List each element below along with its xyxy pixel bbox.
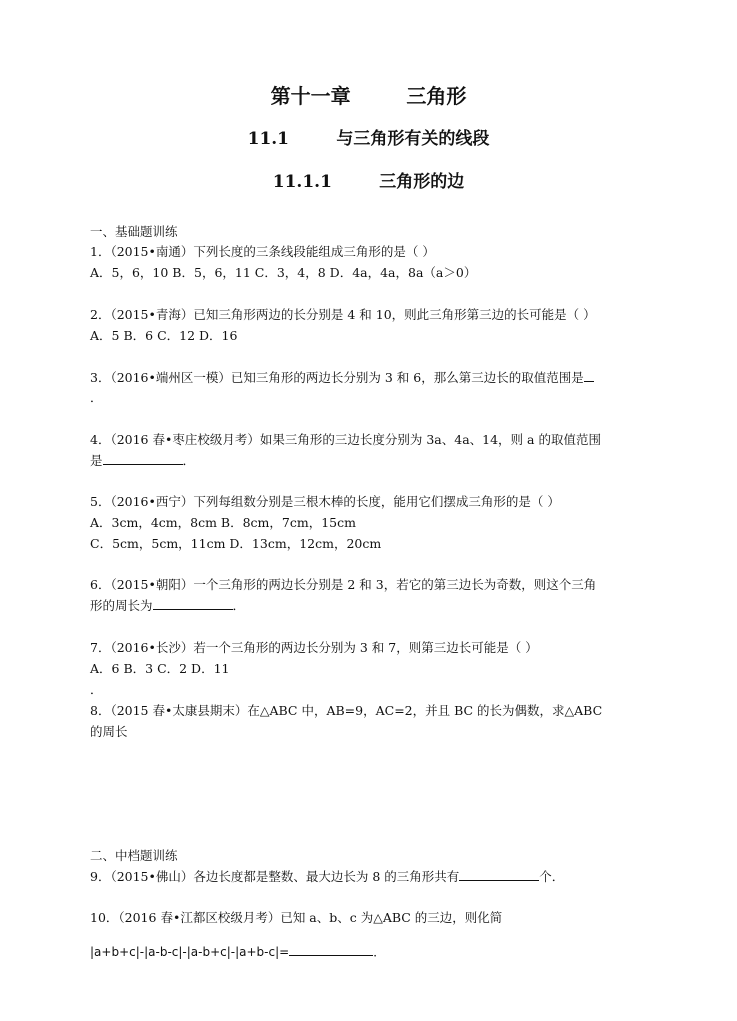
q3-blank xyxy=(584,370,594,382)
q4-line2-pre: 是 xyxy=(90,453,103,468)
q6-blank xyxy=(153,598,233,610)
q6-line2-post: ． xyxy=(232,598,246,613)
q10-expr: |a+b+c|-|a-b-c|-|a-b+c|-|a+b-c|= xyxy=(90,945,290,959)
q1-options: A．5，6，10 B．5，6，11 C．3，4，8 D．4a，4a，8a（a＞0） xyxy=(90,265,477,280)
q2-stem: 2．（2015•青海）已知三角形两边的长分别是 4 和 10，则此三角形第三边的长可能是（ ） xyxy=(90,307,596,322)
q7-stem: 7．（2016•长沙）若一个三角形的两边长分别为 3 和 7，则第三边长可能是（ ） xyxy=(90,640,538,655)
section-title: 11.1 与三角形有关的线段 xyxy=(247,129,490,149)
q9-stem xyxy=(90,869,564,885)
q3-tail: ． xyxy=(90,390,103,405)
q10-blank xyxy=(289,944,373,956)
q4-line2 xyxy=(90,453,195,469)
q4-line2-post: ． xyxy=(182,453,196,468)
q4-stem: 4．（2016 春•枣庄校级月考）如果三角形的三边长度分别为 3a、4a、14，则 a 的取值范围 xyxy=(90,432,601,447)
q5-options-1: A．3cm，4cm，8cm B．8cm，7cm，15cm xyxy=(90,515,356,530)
part1-heading: 一、基础题训练 xyxy=(90,224,178,239)
q10-tail: ． xyxy=(373,945,386,959)
q8-stem: 8．（2015 春•太康县期末）在△ABC 中，AB=9，AC=2，并且 BC 的长为偶数，求△ABC xyxy=(90,703,603,718)
q4-blank xyxy=(103,453,183,465)
q10-stem: 10．（2016 春•江都区校级月考）已知 a、b、c 为△ABC 的三边，则化简 xyxy=(90,910,503,925)
q3-text: 3．（2016•端州区一模）已知三角形的两边长分别为 3 和 6，那么第三边长的取值范围是 xyxy=(90,370,584,385)
q7-dot: ． xyxy=(90,682,103,697)
q5-options-2: C．5cm，5cm，11cm D．13cm，12cm，20cm xyxy=(90,536,382,551)
q7-options: A．6 B．3 C．2 D．11 xyxy=(90,661,230,676)
q10-expression xyxy=(90,944,385,960)
q5-stem: 5．（2016•西宁）下列每组数分别是三根木棒的长度，能用它们摆成三角形的是（ ） xyxy=(90,494,560,509)
q9-text: 9．（2015•佛山）各边长度都是整数、最大边长为 8 的三角形共有 xyxy=(90,869,460,884)
part2-heading: 二、中档题训练 xyxy=(90,848,178,863)
q9-tail: 个． xyxy=(539,869,565,884)
q1-stem: 1．（2015•南通）下列长度的三条线段能组成三角形的是（ ） xyxy=(90,244,435,259)
q2-options: A．5 B．6 C．12 D．16 xyxy=(90,328,238,343)
q6-line2 xyxy=(90,598,245,614)
chapter-title: 第十一章 三角形 xyxy=(270,84,467,108)
q6-stem: 6．（2015•朝阳）一个三角形的两边长分别是 2 和 3，若它的第三边长为奇数，则这个三角 xyxy=(90,577,597,592)
q9-blank xyxy=(459,869,539,881)
q3-stem xyxy=(90,370,594,386)
q6-line2-pre: 形的周长为 xyxy=(90,598,153,613)
subsection-title: 11.1.1 三角形的边 xyxy=(272,172,465,192)
q8-line2: 的周长 xyxy=(90,724,128,739)
